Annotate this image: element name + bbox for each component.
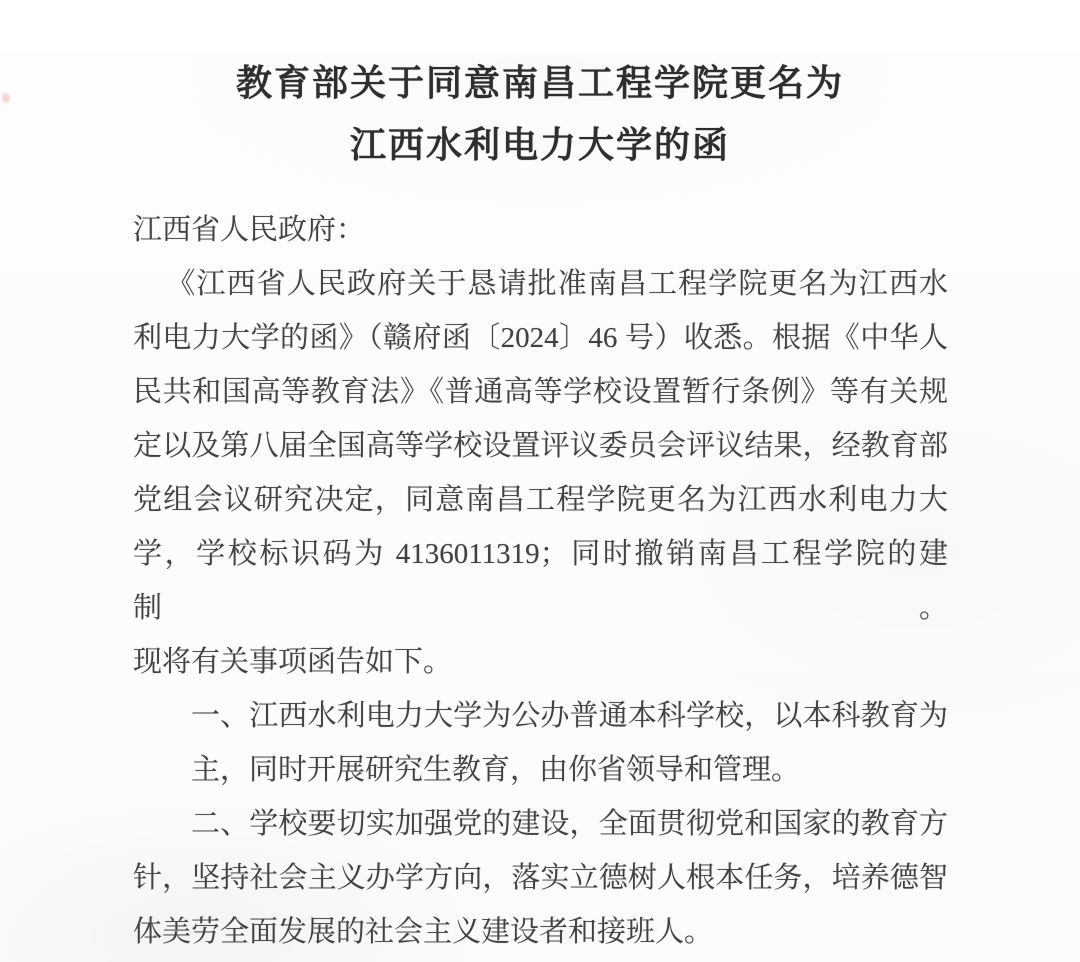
scan-artifact <box>2 93 10 103</box>
body-line: 针，坚持社会主义办学方向，落实立德树人根本任务，培养德智 <box>133 862 948 894</box>
body-line: 主，同时开展研究生教育，由你省领导和管理。 <box>191 754 801 786</box>
body-line: 《江西省人民政府关于恳请批准南昌工程学院更名为江西水 <box>166 268 948 300</box>
title-line-2: 江西水利电力大学的函 <box>349 125 730 165</box>
body-line: 学，学校标识码为 4136011319；同时撤销南昌工程学院的建制。 <box>133 538 948 624</box>
title-line-1: 教育部关于同意南昌工程学院更名为 <box>235 63 844 103</box>
body-line: 一、江西水利电力大学为公办普通本科学校，以本科教育为 <box>191 700 948 732</box>
document-body <box>133 203 948 959</box>
document-page <box>0 52 1080 962</box>
salutation-line: 江西省人民政府： <box>133 214 366 246</box>
body-line: 利电力大学的函》（赣府函〔2024〕46 号）收悉。根据《中华人 <box>133 322 948 354</box>
body-line: 二、学校要切实加强党的建设，全面贯彻党和国家的教育方 <box>191 808 948 840</box>
body-line: 现将有关事项函告如下。 <box>133 646 453 678</box>
body-line: 体美劳全面发展的社会主义建设者和接班人。 <box>133 916 714 948</box>
body-line: 定以及第八届全国高等学校设置评议委员会评议结果，经教育部 <box>133 430 948 462</box>
body-line: 党组会议研究决定，同意南昌工程学院更名为江西水利电力大 <box>133 484 948 516</box>
body-line: 民共和国高等教育法》《普通高等学校设置暂行条例》等有关规 <box>133 376 948 408</box>
document-title <box>60 52 1020 176</box>
